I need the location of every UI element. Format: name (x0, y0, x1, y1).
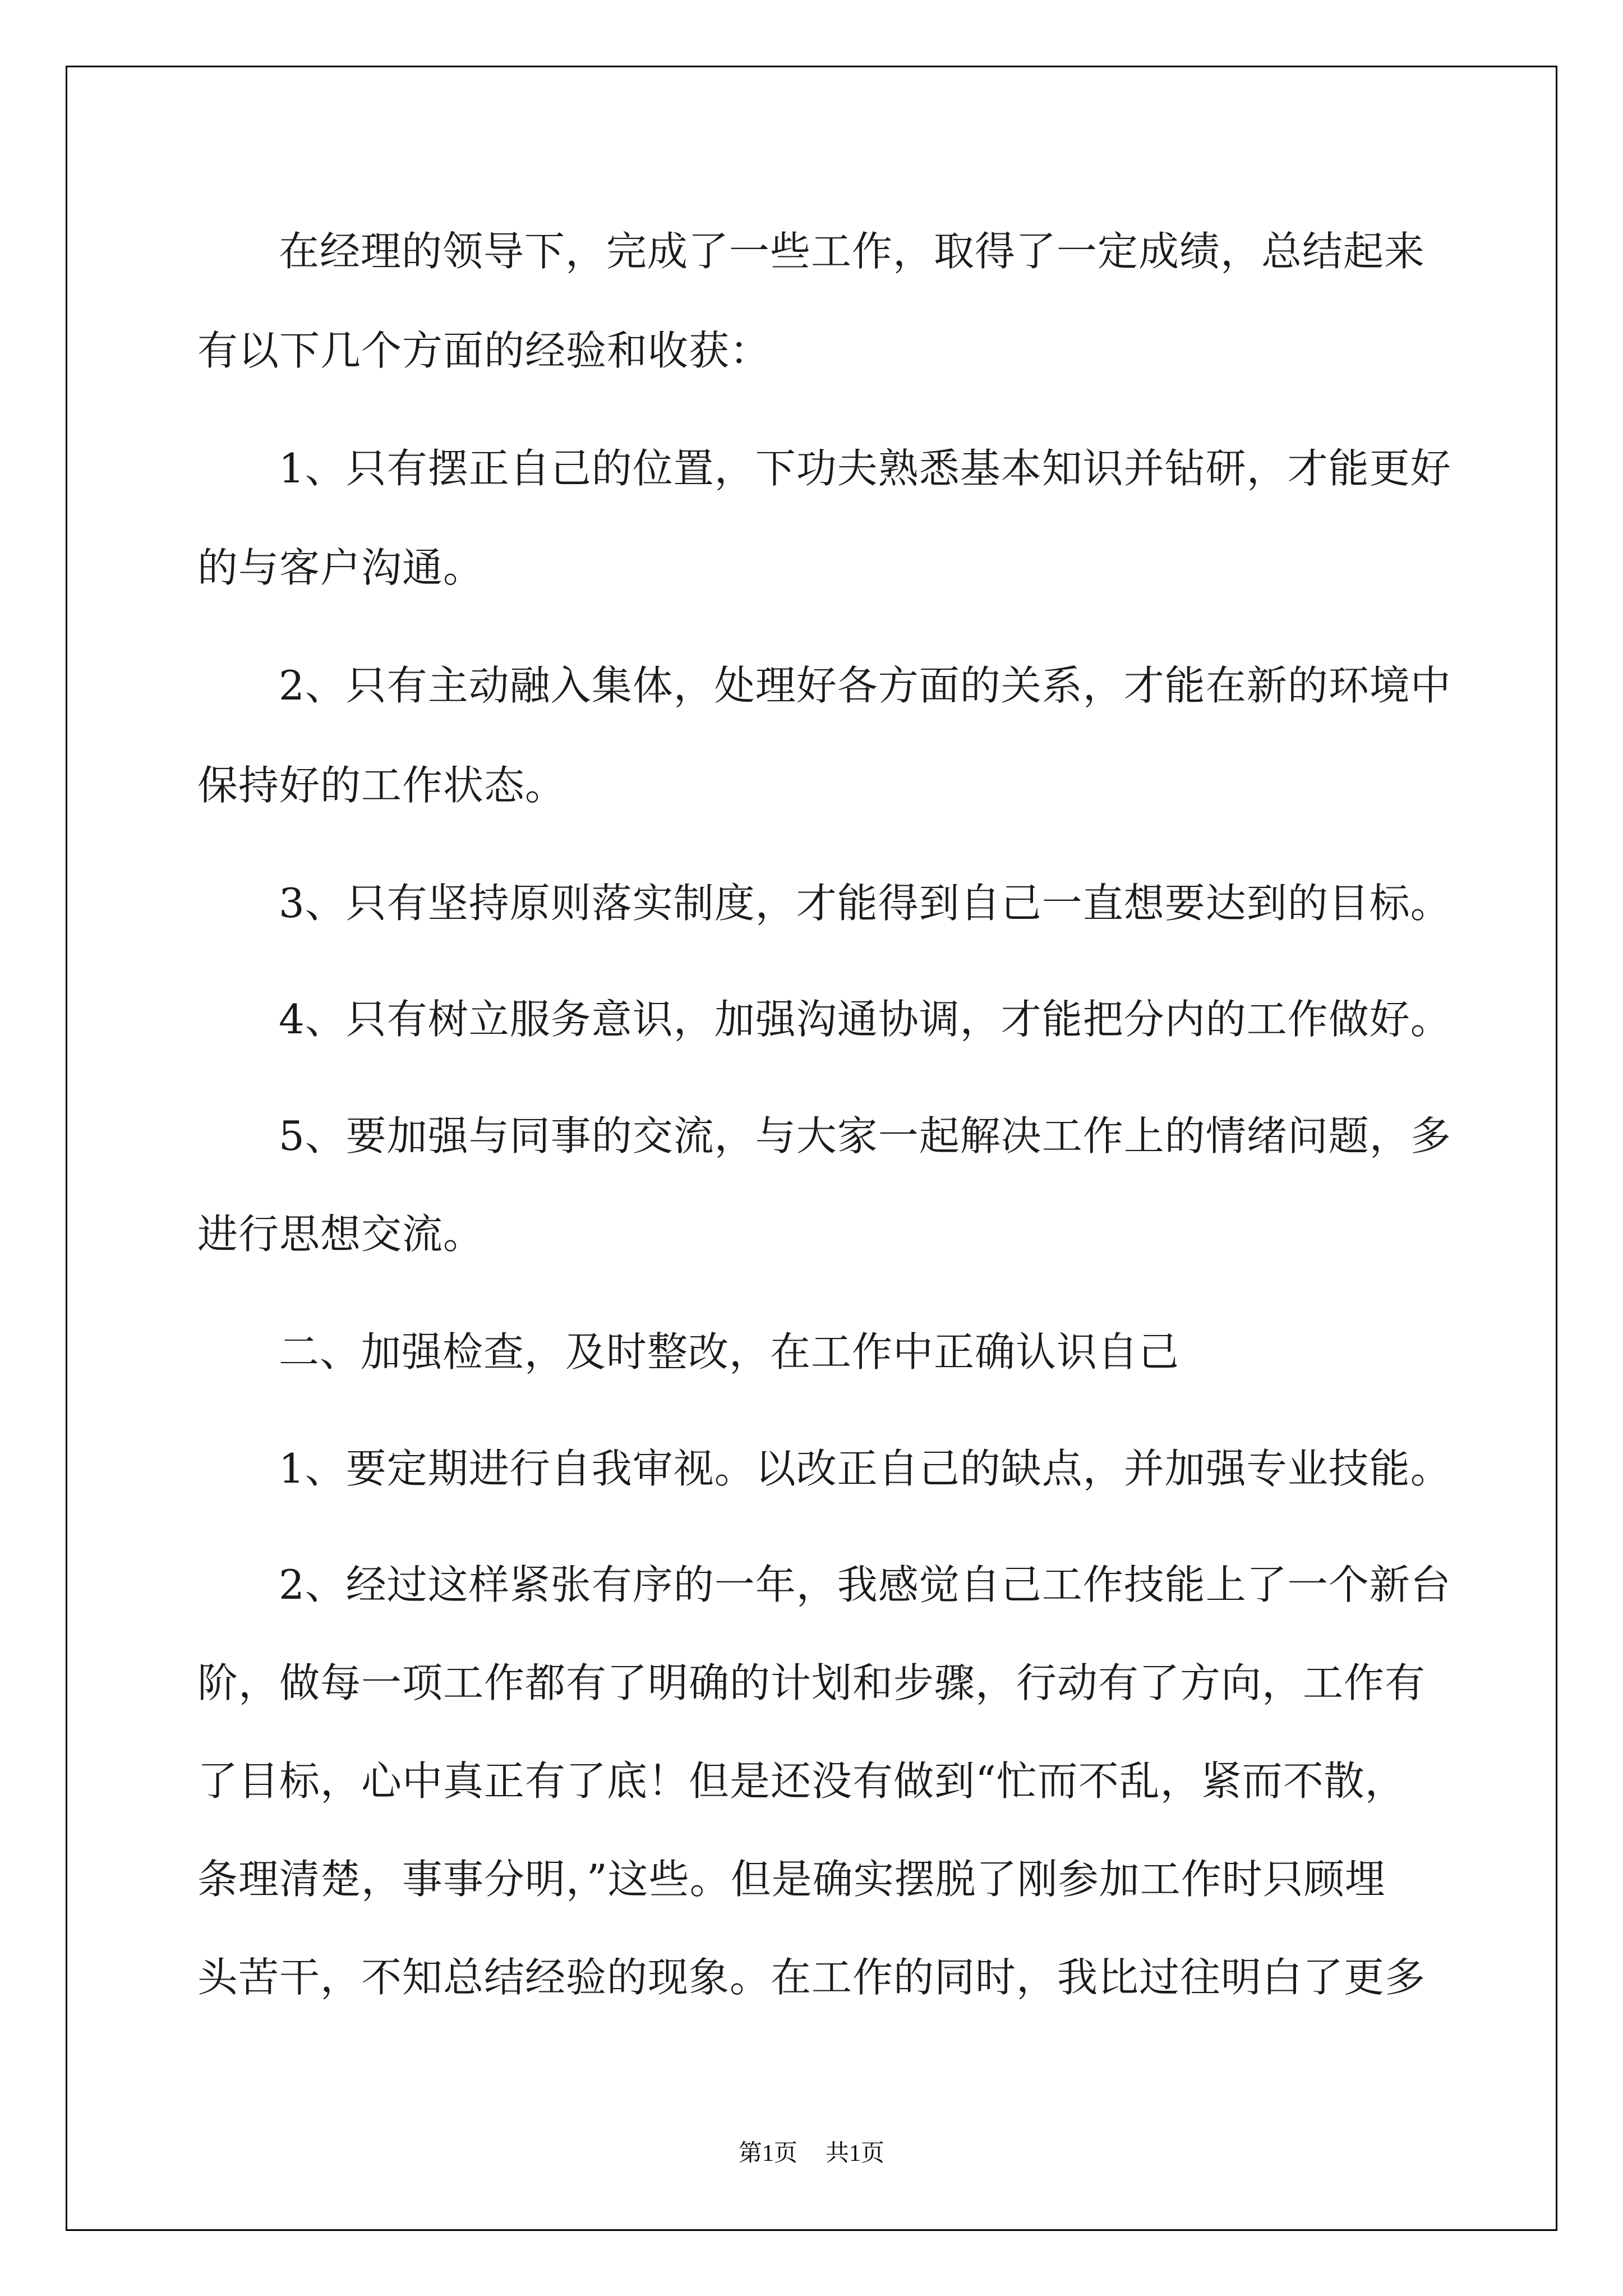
paragraph-line: 有以下几个方面的经验和收获： (197, 327, 771, 374)
page-total: 共1页 (826, 2141, 885, 2166)
paragraph-line: 头苦干，不知总结经验的现象。在工作的同时，我比过往明白了更多 (197, 1954, 1426, 2001)
paragraph-line: 3、只有坚持原则落实制度，才能得到自己一直想要达到的目标。 (279, 880, 1451, 927)
paragraph-line: 的与客户沟通。 (197, 544, 485, 591)
paragraph-line: 1、要定期进行自我审视。以改正自己的缺点，并加强专业技能。 (279, 1445, 1451, 1492)
paragraph-line: 4、只有树立服务意识，加强沟通协调，才能把分内的工作做好。 (279, 996, 1451, 1043)
paragraph-line: 1、只有摆正自己的位置，下功夫熟悉基本知识并钻研，才能更好 (279, 445, 1451, 492)
page-number: 第1页 (738, 2141, 797, 2166)
paragraph-line: 条理清楚，事事分明，”这些。但是确实摆脱了刚参加工作时只顾埋 (197, 1856, 1386, 1903)
paragraph-line: 了目标，心中真正有了底！但是还没有做到“忙而不乱，紧而不散， (197, 1757, 1406, 1805)
paragraph-line: 阶，做每一项工作都有了明确的计划和步骤，行动有了方向，工作有 (197, 1659, 1426, 1706)
paragraph-line: 保持好的工作状态。 (197, 762, 566, 809)
section-heading: 二、加强检查，及时整改，在工作中正确认识自己 (279, 1328, 1180, 1375)
paragraph-line: 2、只有主动融入集体，处理好各方面的关系，才能在新的环境中 (279, 662, 1451, 709)
paragraph-line: 2、经过这样紧张有序的一年，我感觉自己工作技能上了一个新台 (279, 1561, 1451, 1608)
paragraph-line: 5、要加强与同事的交流，与大家一起解决工作上的情绪问题，多 (279, 1112, 1451, 1159)
paragraph-line: 进行思想交流。 (197, 1211, 485, 1258)
paragraph-line: 在经理的领导下，完成了一些工作，取得了一定成绩，总结起来 (279, 228, 1426, 275)
page-footer (0, 2134, 1623, 2168)
